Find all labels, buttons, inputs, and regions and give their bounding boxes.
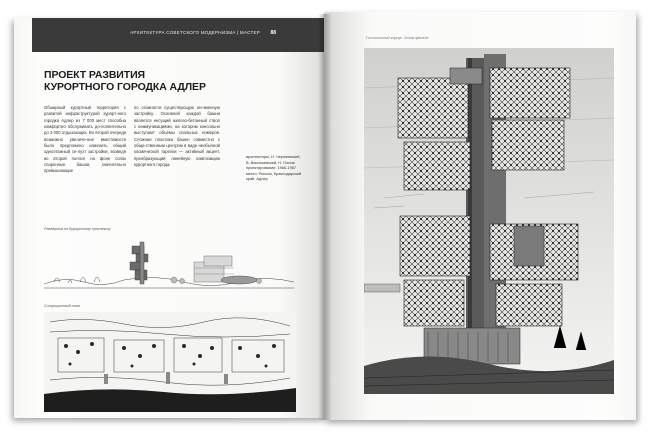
tower-caption: Гостиничный корпус. Атом фасада (366, 36, 429, 40)
credit-line: место: Россия, Краснодарский (246, 170, 302, 176)
credit-line: край, Адлер (246, 176, 268, 182)
body-column-1: Обширный курортный территория с развитой инфраструктурой курорт-ного городка Адлер из 7 000 мест способна комфортно обслуживать до-полнительно до 3 000 отдыхающих. Во второй очереди возможно увеличе-ние вместимости было предложено изменить общий одноэтажный се-лухт застройки, возведя во второй полосе на фоне сопок спаренные башни, значительно превышающие (44, 105, 126, 174)
article-title (44, 70, 244, 93)
credit-line: В. Васильевский, Н. Попов (246, 159, 295, 165)
title-line-2: КУРОРТНОГО ГОРОДКА АДЛЕР (44, 80, 206, 93)
project-credits (246, 154, 316, 182)
running-head: АРХИТЕКТУРА СОВЕТСКОГО МОДЕРНИЗМА | МАСТЕР (130, 30, 260, 35)
site-plan-drawing (44, 312, 296, 412)
body-column-2: по этажности существующую ни-зменную застройку. Основной каждой башни является несущий железо-бетонный ствол с коммуникациями, на котором консольно выступают объёмы спальных номеров. Сложная пластика башен совместно с общи-ственным центром в виде необычной космической тарелки — активный акцент, преобразующий линейную композицию курортного города. (134, 105, 220, 168)
plan-caption: Ситуационный план (44, 304, 80, 308)
elevation-drawing (44, 236, 294, 294)
title-line-1: ПРОЕКТ РАЗВИТИЯ (44, 69, 145, 81)
book-spine-shadow (318, 14, 332, 420)
credit-line: архитекторы: Н. Черняевский, (246, 154, 301, 159)
elevation-caption: Развёртка по Курортному проспекту (44, 227, 111, 231)
right-page (324, 12, 636, 420)
credit-line: проектирование: 1966-1967 (246, 165, 297, 171)
left-page (14, 18, 326, 418)
header-band (32, 18, 326, 52)
tower-perspective-drawing (364, 48, 614, 394)
page-number: 88 (270, 30, 276, 36)
